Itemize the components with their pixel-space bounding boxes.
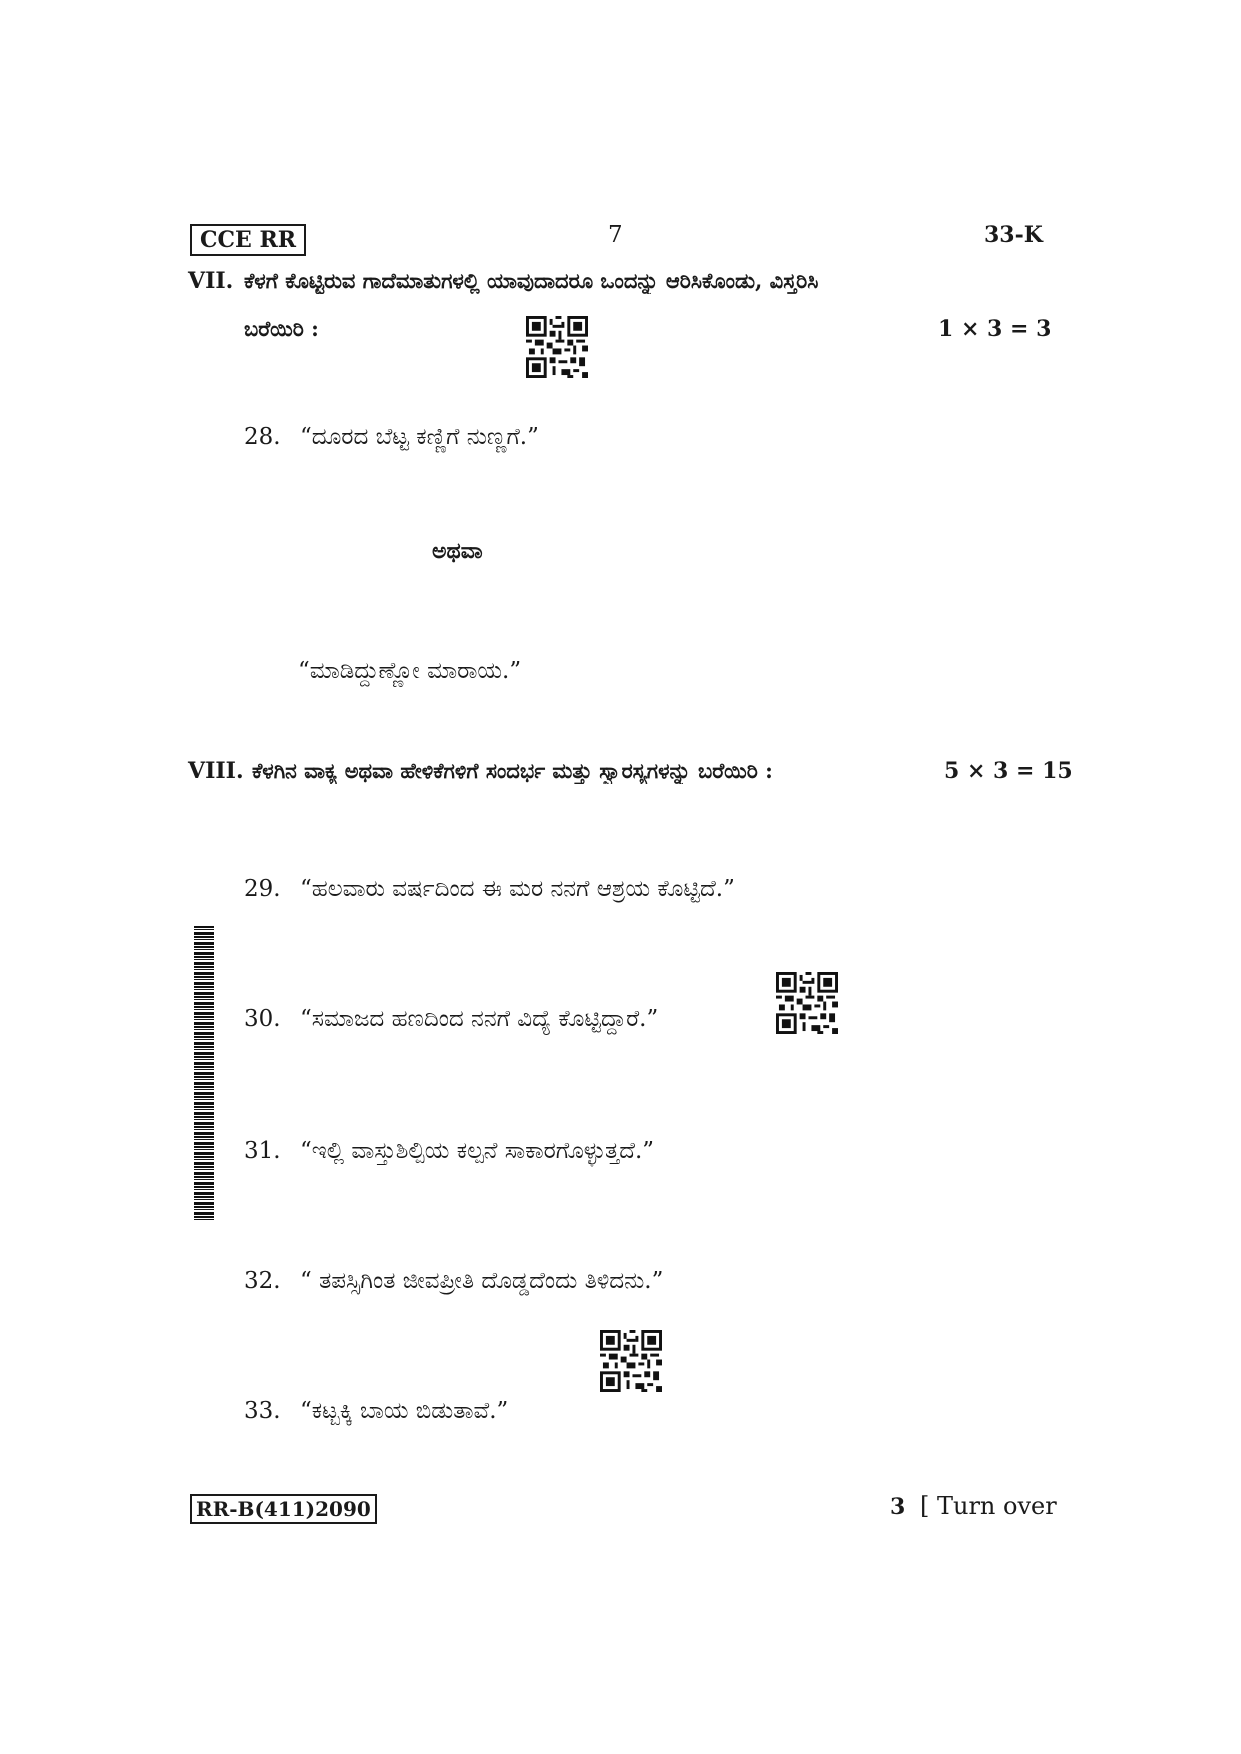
question-28 [244,422,539,452]
qr-code-icon [526,316,588,378]
question-31 [244,1136,654,1166]
paper-code: 33-K [984,222,1043,248]
section-7-instruction: ಕೆಳಗೆ ಕೊಟ್ಟಿರುವ ಗಾದೆಮಾತುಗಳಲ್ಲಿ ಯಾವುದಾದರೂ ಒಂದನ್ನು ಆರಿಸಿಕೊಂಡು, ವಿಸ್ತರಿಸಿ [244,268,819,293]
section-7-marks: 1 × 3 = 3 [938,316,1052,342]
question-number: 30. [244,1006,281,1032]
or-label: ಅಥವಾ [432,538,483,564]
question-number: 29. [244,876,281,902]
series-label-box: CCE RR [190,224,306,256]
turn-over-label: [ Turn over [920,1492,1057,1520]
section-8-marks: 5 × 3 = 15 [944,758,1073,784]
page-number: 7 [608,222,623,248]
qr-code-icon [776,972,838,1034]
sheet-number: 3 [890,1494,906,1520]
question-number: 32. [244,1268,281,1294]
question-32 [244,1266,663,1296]
question-30 [244,1004,658,1034]
question-29 [244,874,735,904]
question-text: “ದೂರದ ಬೆಟ್ಟ ಕಣ್ಣಿಗೆ ನುಣ್ಣಗೆ.” [300,424,539,450]
section-7-number: VII. [188,268,234,294]
code-box: RR-B(411)2090 [190,1494,377,1524]
question-text: “ಇಲ್ಲಿ ವಾಸ್ತುಶಿಲ್ಪಿಯ ಕಲ್ಪನೆ ಸಾಕಾರಗೊಳ್ಳುತ್ತದೆ.” [300,1138,655,1164]
question-number: 31. [244,1138,281,1164]
question-text: “ ತಪಸ್ಸಿಗಿಂತ ಜೀವಪ್ರೀತಿ ದೊಡ್ಡದೆಂದು ತಿಳಿದನು.” [300,1268,664,1294]
section-7-instruction-cont: ಬರೆಯಿರಿ : [244,316,319,341]
barcode-icon [194,926,214,1222]
question-text: “ಹಲವಾರು ವರ್ಷದಿಂದ ಈ ಮರ ನನಗೆ ಆಶ್ರಯ ಕೊಟ್ಟಿದೆ.” [300,876,735,902]
qr-code-icon [600,1330,662,1392]
section-8-instruction: ಕೆಳಗಿನ ವಾಕ್ಯ ಅಥವಾ ಹೇಳಿಕೆಗಳಿಗೆ ಸಂದರ್ಭ ಮತ್ತು ಸ್ವಾರಸ್ಯಗಳನ್ನು ಬರೆಯಿರಿ : [252,758,773,783]
question-number: 33. [244,1398,281,1424]
question-28-alternative: “ಮಾಡಿದ್ದುಣ್ಣೋ ಮಾರಾಯ.” [298,658,522,684]
question-text: “ಕಟ್ಬಕ್ಕಿ ಬಾಯ ಬಿಡುತಾವೆ.” [300,1398,509,1424]
question-33 [244,1396,508,1426]
question-text: “ಸಮಾಜದ ಹಣದಿಂದ ನನಗೆ ವಿದ್ಯೆ ಕೊಟ್ಟಿದ್ದಾರೆ.” [300,1006,659,1032]
question-number: 28. [244,424,281,450]
section-8-number: VIII. [188,758,244,784]
